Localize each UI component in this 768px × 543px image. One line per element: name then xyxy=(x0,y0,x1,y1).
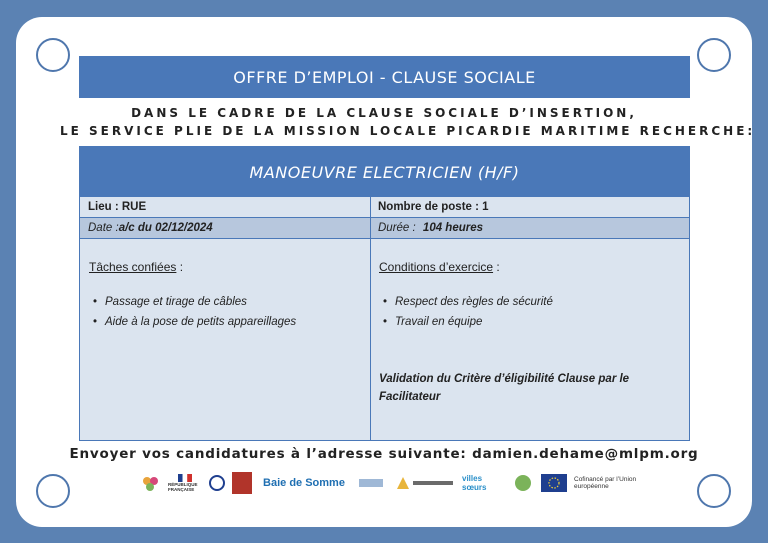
somme-logo-icon xyxy=(208,472,226,494)
corner-circle-bottom-left xyxy=(36,474,70,508)
date-cell xyxy=(80,218,370,238)
corner-circle-bottom-right xyxy=(697,474,731,508)
villes-soeurs-logo xyxy=(462,472,506,494)
intro-line-2: LE SERVICE PLIE DE LA MISSION LOCALE PICARDIE MARITIME RECHERCHE: xyxy=(60,124,756,138)
list-item: • Respect des règles de sécurité xyxy=(395,292,679,312)
region-logo-icon xyxy=(140,472,162,494)
taches-heading xyxy=(89,260,296,274)
taches-heading-text: Tâches confiées xyxy=(89,260,177,274)
list-item: • Aide à la pose de petits appareillages xyxy=(105,312,296,332)
date-value: a/c du 02/12/2024 xyxy=(118,222,213,234)
republique-logo-text: RÉPUBLIQUE FRANÇAISE xyxy=(168,482,198,492)
vimeu-logo-icon xyxy=(512,472,534,494)
eu-cofinance-text: Cofinancé par l’Union européenne xyxy=(574,475,637,490)
contact-line: Envoyer vos candidatures à l’adresse suivante: damien.dehame@mlpm.org xyxy=(69,446,699,462)
conditions-heading-suffix: : xyxy=(493,260,500,274)
duree-value: 104 heures xyxy=(422,222,484,234)
duree-cell xyxy=(370,218,689,238)
table-row xyxy=(80,197,689,217)
corner-circle-top-right xyxy=(697,38,731,72)
job-details-table xyxy=(79,146,690,441)
list-item: • Travail en équipe xyxy=(395,312,679,332)
duree-label: Durée : xyxy=(378,222,419,234)
marianne-flag-icon xyxy=(178,474,192,482)
row-divider xyxy=(80,238,689,239)
baie-de-somme-text: Baie de Somme xyxy=(263,477,345,489)
corner-circle-top-left xyxy=(36,38,70,72)
conditions-section xyxy=(379,260,679,406)
validation-note: Validation du Critère d’éligibilité Clause par le Facilitateur xyxy=(379,373,630,403)
communaute-logo-icon xyxy=(356,472,386,494)
intro-line-1: DANS LE CADRE DE LA CLAUSE SOCIALE D’INSERTION, xyxy=(131,106,637,120)
lieu-cell: Lieu : RUE xyxy=(88,201,147,213)
conditions-heading xyxy=(379,260,679,274)
date-label: Date : xyxy=(88,222,119,234)
table-row xyxy=(80,218,689,238)
column-divider xyxy=(370,197,371,440)
taches-heading-suffix: : xyxy=(176,260,184,274)
eu-cofinance-logo xyxy=(574,472,644,494)
baie-de-somme-logo xyxy=(258,472,350,494)
taches-section xyxy=(89,260,296,332)
eu-flag-icon xyxy=(540,472,568,494)
conditions-list xyxy=(379,292,679,332)
partner-logos xyxy=(140,470,644,496)
republique-logo xyxy=(168,472,202,494)
villes-soeurs-text: villes sœurs xyxy=(462,474,487,492)
list-item: • Passage et tirage de câbles xyxy=(105,292,296,312)
offer-banner: OFFRE D’EMPLOI - CLAUSE SOCIALE xyxy=(79,56,690,98)
conditions-heading-text: Conditions d’exercice xyxy=(379,260,494,274)
taches-list xyxy=(89,292,296,332)
nombre-poste-cell: Nombre de poste : 1 xyxy=(378,201,489,213)
red-logo-icon xyxy=(232,472,252,494)
ponthieu-logo-icon xyxy=(392,472,456,494)
job-title: MANOEUVRE ELECTRICIEN (H/F) xyxy=(80,147,689,197)
